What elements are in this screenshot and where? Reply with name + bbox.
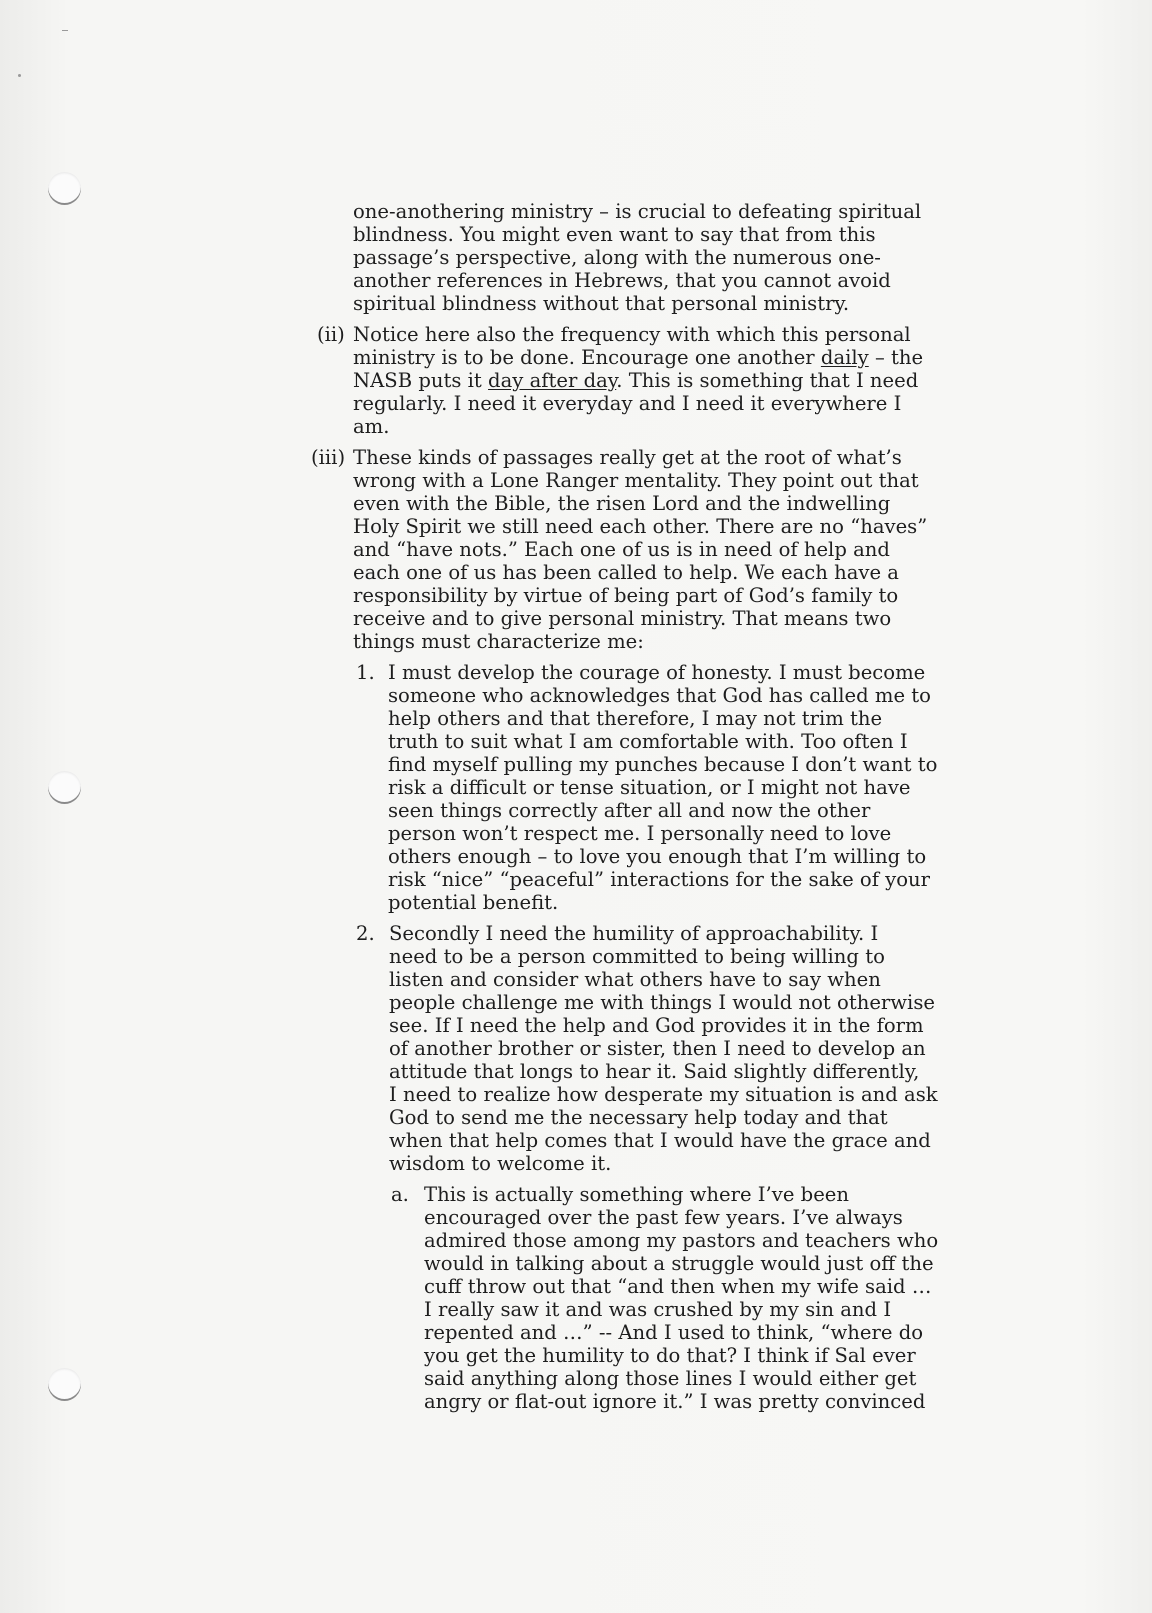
- text-run: – the: [868, 346, 924, 369]
- text-line: admired those among my pastors and teachers who: [424, 1229, 939, 1252]
- text-line: seen things correctly after all and now the other: [388, 799, 871, 822]
- text-line: each one of us has been called to help. We each have a: [353, 561, 899, 584]
- text-line: am.: [353, 415, 390, 438]
- text-line: risk “nice” “peaceful” interactions for the sake of your: [388, 868, 931, 891]
- paragraph-continuation: [308, 200, 968, 315]
- text-line: Secondly I need the humility of approachability. I: [389, 922, 879, 945]
- text-line: when that help comes that I would have the grace and: [389, 1129, 931, 1152]
- text-line: wisdom to welcome it.: [389, 1152, 612, 1175]
- text-line: [353, 369, 968, 392]
- text-line: said anything along those lines I would either get: [424, 1367, 917, 1390]
- text-line: passage’s perspective, along with the numerous one-: [353, 246, 881, 269]
- text-line: This is actually something where I’ve been: [424, 1183, 850, 1206]
- text-line: repented and …” -- And I used to think, “where do: [424, 1321, 924, 1344]
- text-line: potential benefit.: [388, 891, 559, 914]
- text-run: . This is something that I need: [616, 369, 919, 392]
- text-line: see. If I need the help and God provides it in the form: [389, 1014, 924, 1037]
- list-marker: 1.: [356, 661, 375, 684]
- list-item-a: [308, 1183, 968, 1413]
- text-line: Notice here also the frequency with which this personal: [353, 323, 911, 346]
- punch-hole: [48, 771, 81, 804]
- text-line: I must develop the courage of honesty. I must become: [388, 661, 926, 684]
- text-line: angry or flat-out ignore it.” I was pretty convinced: [424, 1390, 926, 1413]
- text-line: one-anothering ministry – is crucial to defeating spiritual: [353, 200, 922, 223]
- text-line: I really saw it and was crushed by my sin and I: [424, 1298, 892, 1321]
- punch-hole: [48, 1368, 81, 1401]
- text-line: attitude that longs to hear it. Said slightly differently,: [389, 1060, 920, 1083]
- text-line: someone who acknowledges that God has called me to: [388, 684, 931, 707]
- text-line: [353, 346, 968, 369]
- scan-speck: [18, 74, 21, 77]
- text-line: blindness. You might even want to say that from this: [353, 223, 876, 246]
- text-line: help others and that therefore, I may not trim the: [388, 707, 883, 730]
- text-line: of another brother or sister, then I need to develop an: [389, 1037, 926, 1060]
- paragraph-marker: (ii): [317, 323, 345, 346]
- text-line: would in talking about a struggle would just off the: [424, 1252, 934, 1275]
- punch-hole: [48, 172, 81, 205]
- text-line: Holy Spirit we still need each other. There are no “haves”: [353, 515, 928, 538]
- text-line: spiritual blindness without that personal ministry.: [353, 292, 850, 315]
- paragraph-marker: (iii): [311, 446, 346, 469]
- text-run: NASB puts it: [353, 369, 489, 392]
- text-line: regularly. I need it everyday and I need it everywhere I: [353, 392, 902, 415]
- text-line: truth to suit what I am comfortable with. Too often I: [388, 730, 908, 753]
- paragraph-iii: [308, 446, 968, 653]
- text-line: find myself pulling my punches because I don’t want to: [388, 753, 938, 776]
- underlined-text: day after day: [488, 369, 617, 392]
- text-line: you get the humility to do that? I think if Sal ever: [424, 1344, 916, 1367]
- text-line: I need to realize how desperate my situation is and ask: [389, 1083, 938, 1106]
- text-line: cuff throw out that “and then when my wife said …: [424, 1275, 932, 1298]
- text-line: receive and to give personal ministry. That means two: [353, 607, 892, 630]
- text-run: ministry is to be done. Encourage one another: [353, 346, 821, 369]
- underlined-text: daily: [820, 346, 869, 369]
- paragraph-ii: [308, 323, 968, 438]
- list-marker: 2.: [356, 922, 375, 945]
- text-line: others enough – to love you enough that I’m willing to: [388, 845, 927, 868]
- text-line: another references in Hebrews, that you cannot avoid: [353, 269, 891, 292]
- text-line: even with the Bible, the risen Lord and the indwelling: [353, 492, 891, 515]
- text-line: things must characterize me:: [353, 630, 644, 653]
- text-line: wrong with a Lone Ranger mentality. They point out that: [353, 469, 919, 492]
- text-line: need to be a person committed to being willing to: [389, 945, 885, 968]
- list-marker: a.: [391, 1183, 409, 1206]
- document-body: [308, 200, 968, 1413]
- list-item-1: [308, 661, 968, 914]
- list-item-2: [308, 922, 968, 1175]
- text-line: risk a difficult or tense situation, or I might not have: [388, 776, 911, 799]
- text-line: person won’t respect me. I personally need to love: [388, 822, 892, 845]
- text-line: God to send me the necessary help today and that: [389, 1106, 888, 1129]
- text-line: encouraged over the past few years. I’ve always: [424, 1206, 903, 1229]
- text-line: people challenge me with things I would not otherwise: [389, 991, 935, 1014]
- text-line: and “have nots.” Each one of us is in need of help and: [353, 538, 890, 561]
- scan-speck: [62, 30, 68, 31]
- text-line: responsibility by virtue of being part of God’s family to: [353, 584, 899, 607]
- text-line: listen and consider what others have to say when: [389, 968, 881, 991]
- text-line: These kinds of passages really get at the root of what’s: [353, 446, 902, 469]
